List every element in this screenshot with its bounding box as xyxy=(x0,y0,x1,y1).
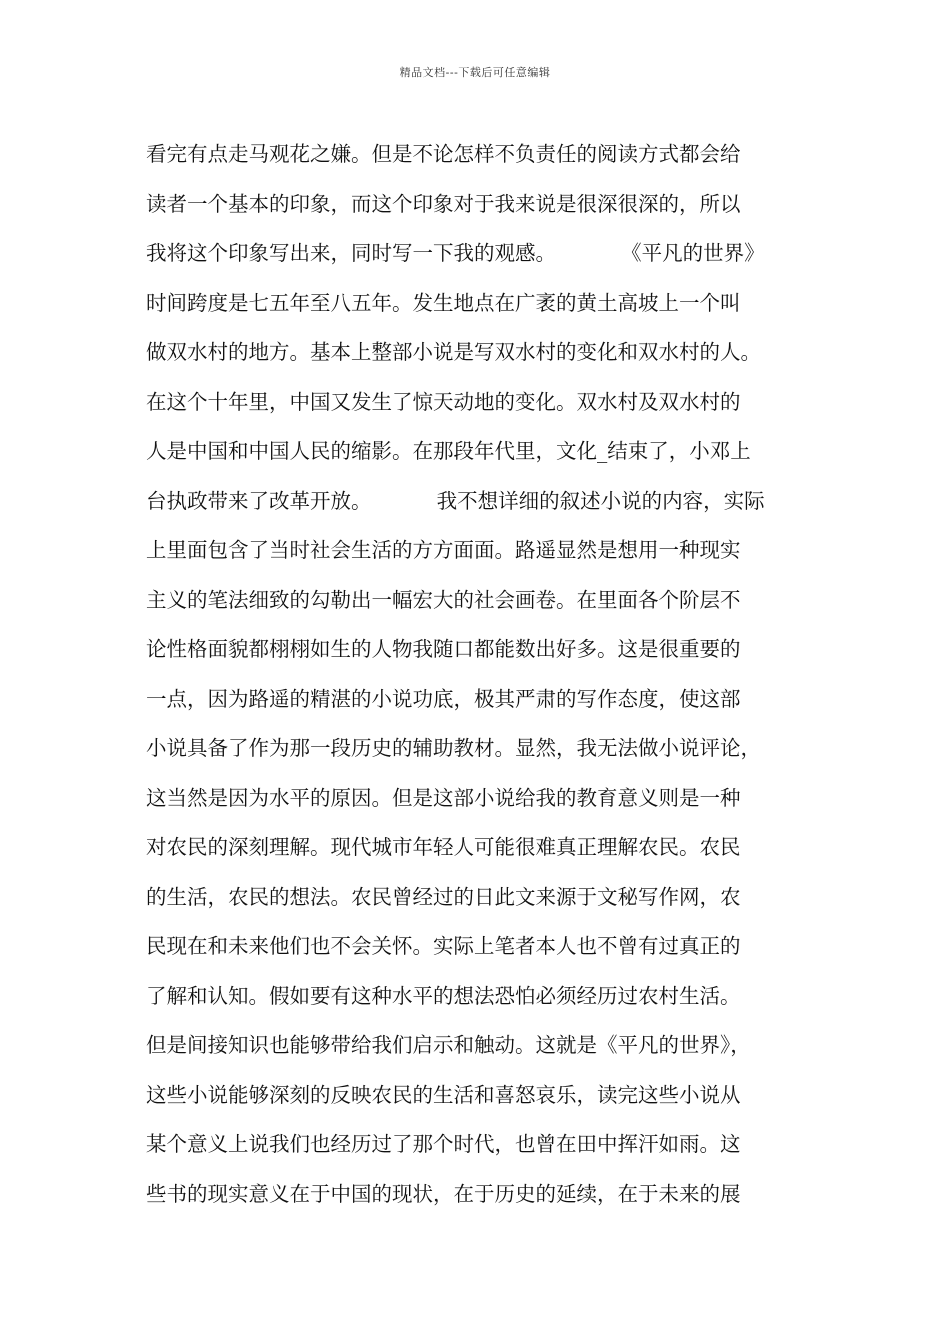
text-line: 民现在和未来他们也不会关怀。实际上笔者本人也不曾有过真正的 xyxy=(146,934,741,958)
body-text xyxy=(146,130,836,1219)
text-line: 对农民的深刻理解。现代城市年轻人可能很难真正理解农民。农民 xyxy=(146,835,741,859)
text-line: 这些小说能够深刻的反映农民的生活和喜怒哀乐，读完这些小说从 xyxy=(146,1082,741,1107)
text-line: 时间跨度是七五年至八五年。发生地点在广袤的黄土高坡上一个叫 xyxy=(146,290,741,315)
text-line: 些书的现实意义在于中国的现状，在于历史的延续，在于未来的展 xyxy=(146,1181,741,1206)
text-line: 了解和认知。假如要有这种水平的想法恐怕必须经历过农村生活。 xyxy=(146,983,741,1008)
text-line: 的生活，农民的想法。农民曾经过的日此文来源于文秘写作网，农 xyxy=(146,884,741,909)
text-line: 小说具备了作为那一段历史的辅助教材。显然，我无法做小说评论， xyxy=(146,736,761,760)
text-line: 人是中国和中国人民的缩影。在那段年代里，文化_结束了，小邓上 xyxy=(146,439,751,463)
text-line: 一点，因为路遥的精湛的小说功底，极其严肃的写作态度，使这部 xyxy=(146,686,741,711)
text-line: 这当然是因为水平的原因。但是这部小说给我的教育意义则是一种 xyxy=(146,785,741,810)
text-line: 读者一个基本的印象，而这个印象对于我来说是很深很深的，所以 xyxy=(146,191,741,216)
page-header: 精品文档---下载后可任意编辑 xyxy=(399,66,551,79)
text-line: 论性格面貌都栩栩如生的人物我随口都能数出好多。这是很重要的 xyxy=(146,637,741,661)
text-line: 我将这个印象写出来，同时写一下我的观感。 《平凡的世界》 xyxy=(146,241,765,265)
text-line: 上里面包含了当时社会生活的方方面面。路遥显然是想用一种现实 xyxy=(146,538,741,562)
text-line: 某个意义上说我们也经历过了那个时代，也曾在田中挥汗如雨。这 xyxy=(146,1132,741,1156)
text-line: 但是间接知识也能够带给我们启示和触动。这就是《平凡的世界》， xyxy=(146,1033,751,1057)
text-line: 台执政带来了改革开放。 我不想详细的叙述小说的内容，实际 xyxy=(146,488,765,513)
text-line: 看完有点走马观花之嫌。但是不论怎样不负责任的阅读方式都会给 xyxy=(146,142,741,166)
text-line: 做双水村的地方。基本上整部小说是写双水村的变化和双水村的人。 xyxy=(146,340,761,364)
text-line: 在这个十年里，中国又发生了惊天动地的变化。双水村及双水村的 xyxy=(146,389,741,414)
text-line: 主义的笔法细致的勾勒出一幅宏大的社会画卷。在里面各个阶层不 xyxy=(146,587,741,612)
